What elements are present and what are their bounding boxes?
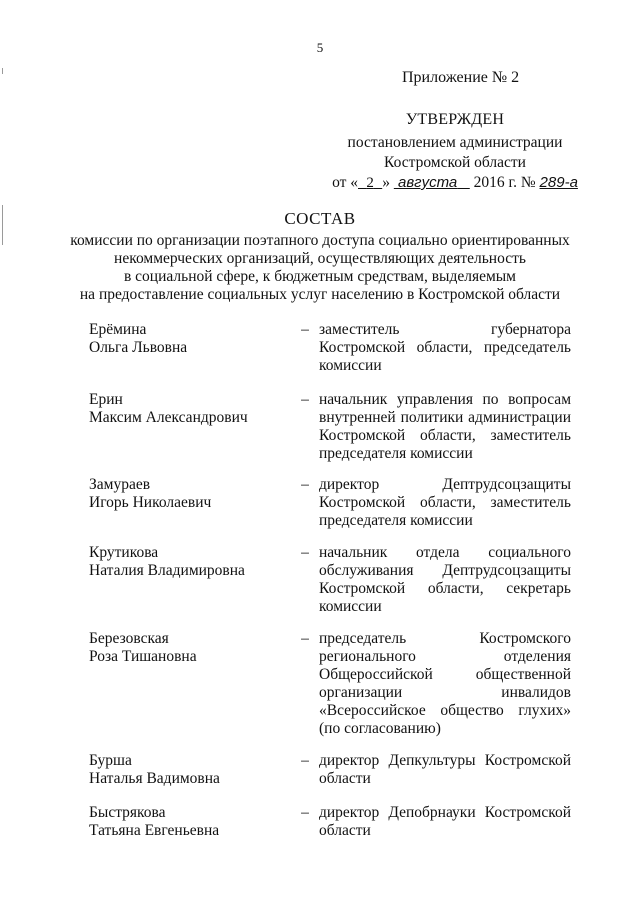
- member-surname: Бурша: [89, 752, 132, 769]
- date-quote-close: »: [382, 174, 390, 191]
- member-dash: –: [301, 391, 309, 408]
- member-surname: Ерин: [89, 391, 123, 408]
- member-given-names: Наталия Владимировна: [89, 562, 245, 579]
- approval-line-2: Костромской области: [384, 154, 526, 171]
- date-month: августа: [398, 174, 458, 191]
- member-given-names: Татьяна Евгеньевна: [89, 822, 220, 839]
- member-role: директор Дептрудсоцзащиты Костромской области, заместитель председателя комиссии: [319, 476, 571, 529]
- date-prefix: от «: [332, 174, 359, 191]
- member-given-names: Максим Александрович: [89, 409, 248, 426]
- member-role: директор Депобрнауки Костромской области: [319, 804, 571, 839]
- member-role: начальник отдела социального обслуживания Дептрудсоцзащиты Костромской области, секретарь комиссии: [319, 544, 571, 615]
- member-given-names: Игорь Николаевич: [89, 494, 212, 511]
- approval-line-1: постановлением администрации: [347, 134, 563, 151]
- composition-description-line: в социальной сфере, к бюджетным средствам, выделяемым: [123, 268, 516, 285]
- member-surname: Замураев: [89, 476, 151, 493]
- composition-description-line: некоммерческих организаций, осуществляющих деятельность: [114, 250, 526, 267]
- member-surname: Ерёмина: [89, 321, 147, 338]
- member-name: [89, 752, 289, 788]
- member-given-names: Наталья Вадимовна: [89, 770, 220, 787]
- member-role: председатель Костромского регионального отделения Общероссийской общественной организации инвалидов «Всероссийское общество глухих» (по согласованию): [319, 630, 571, 737]
- member-surname: Березовская: [89, 630, 169, 647]
- appendix-label: Приложение № 2: [402, 69, 520, 86]
- member-dash: –: [301, 630, 309, 647]
- member-name: [89, 630, 289, 666]
- member-surname: Крутикова: [89, 544, 159, 561]
- approval-title: УТВЕРЖДЕН: [405, 111, 505, 128]
- member-dash: –: [301, 544, 309, 561]
- composition-description-line: на предоставление социальных услуг населению в Костромской области: [79, 286, 561, 303]
- member-name: [89, 391, 289, 427]
- date-year: 2016 г. №: [473, 174, 536, 191]
- member-surname: Быстрякова: [89, 804, 166, 821]
- member-name: [89, 321, 289, 357]
- member-given-names: Ольга Львовна: [89, 339, 188, 356]
- member-dash: –: [301, 321, 309, 338]
- member-name: [89, 476, 289, 512]
- member-role: заместитель губернатора Костромской области, председатель комиссии: [319, 321, 571, 374]
- resolution-number: 289-а: [539, 174, 578, 191]
- page-number: 5: [316, 40, 324, 55]
- member-dash: –: [301, 752, 309, 769]
- member-dash: –: [301, 476, 309, 493]
- date-day: 2: [366, 175, 374, 191]
- member-role: директор Депкультуры Костромской области: [319, 752, 571, 787]
- composition-heading: СОСТАВ: [284, 209, 356, 228]
- member-name: [89, 804, 289, 840]
- member-given-names: Роза Тишановна: [89, 648, 197, 665]
- member-name: [89, 544, 289, 580]
- member-dash: –: [301, 804, 309, 821]
- composition-description-line: комиссии по организации поэтапного доступа социально ориентированных: [70, 232, 570, 249]
- member-role: начальник управления по вопросам внутренней политики администрации Костромской области, заместитель председателя комиссии: [319, 391, 571, 462]
